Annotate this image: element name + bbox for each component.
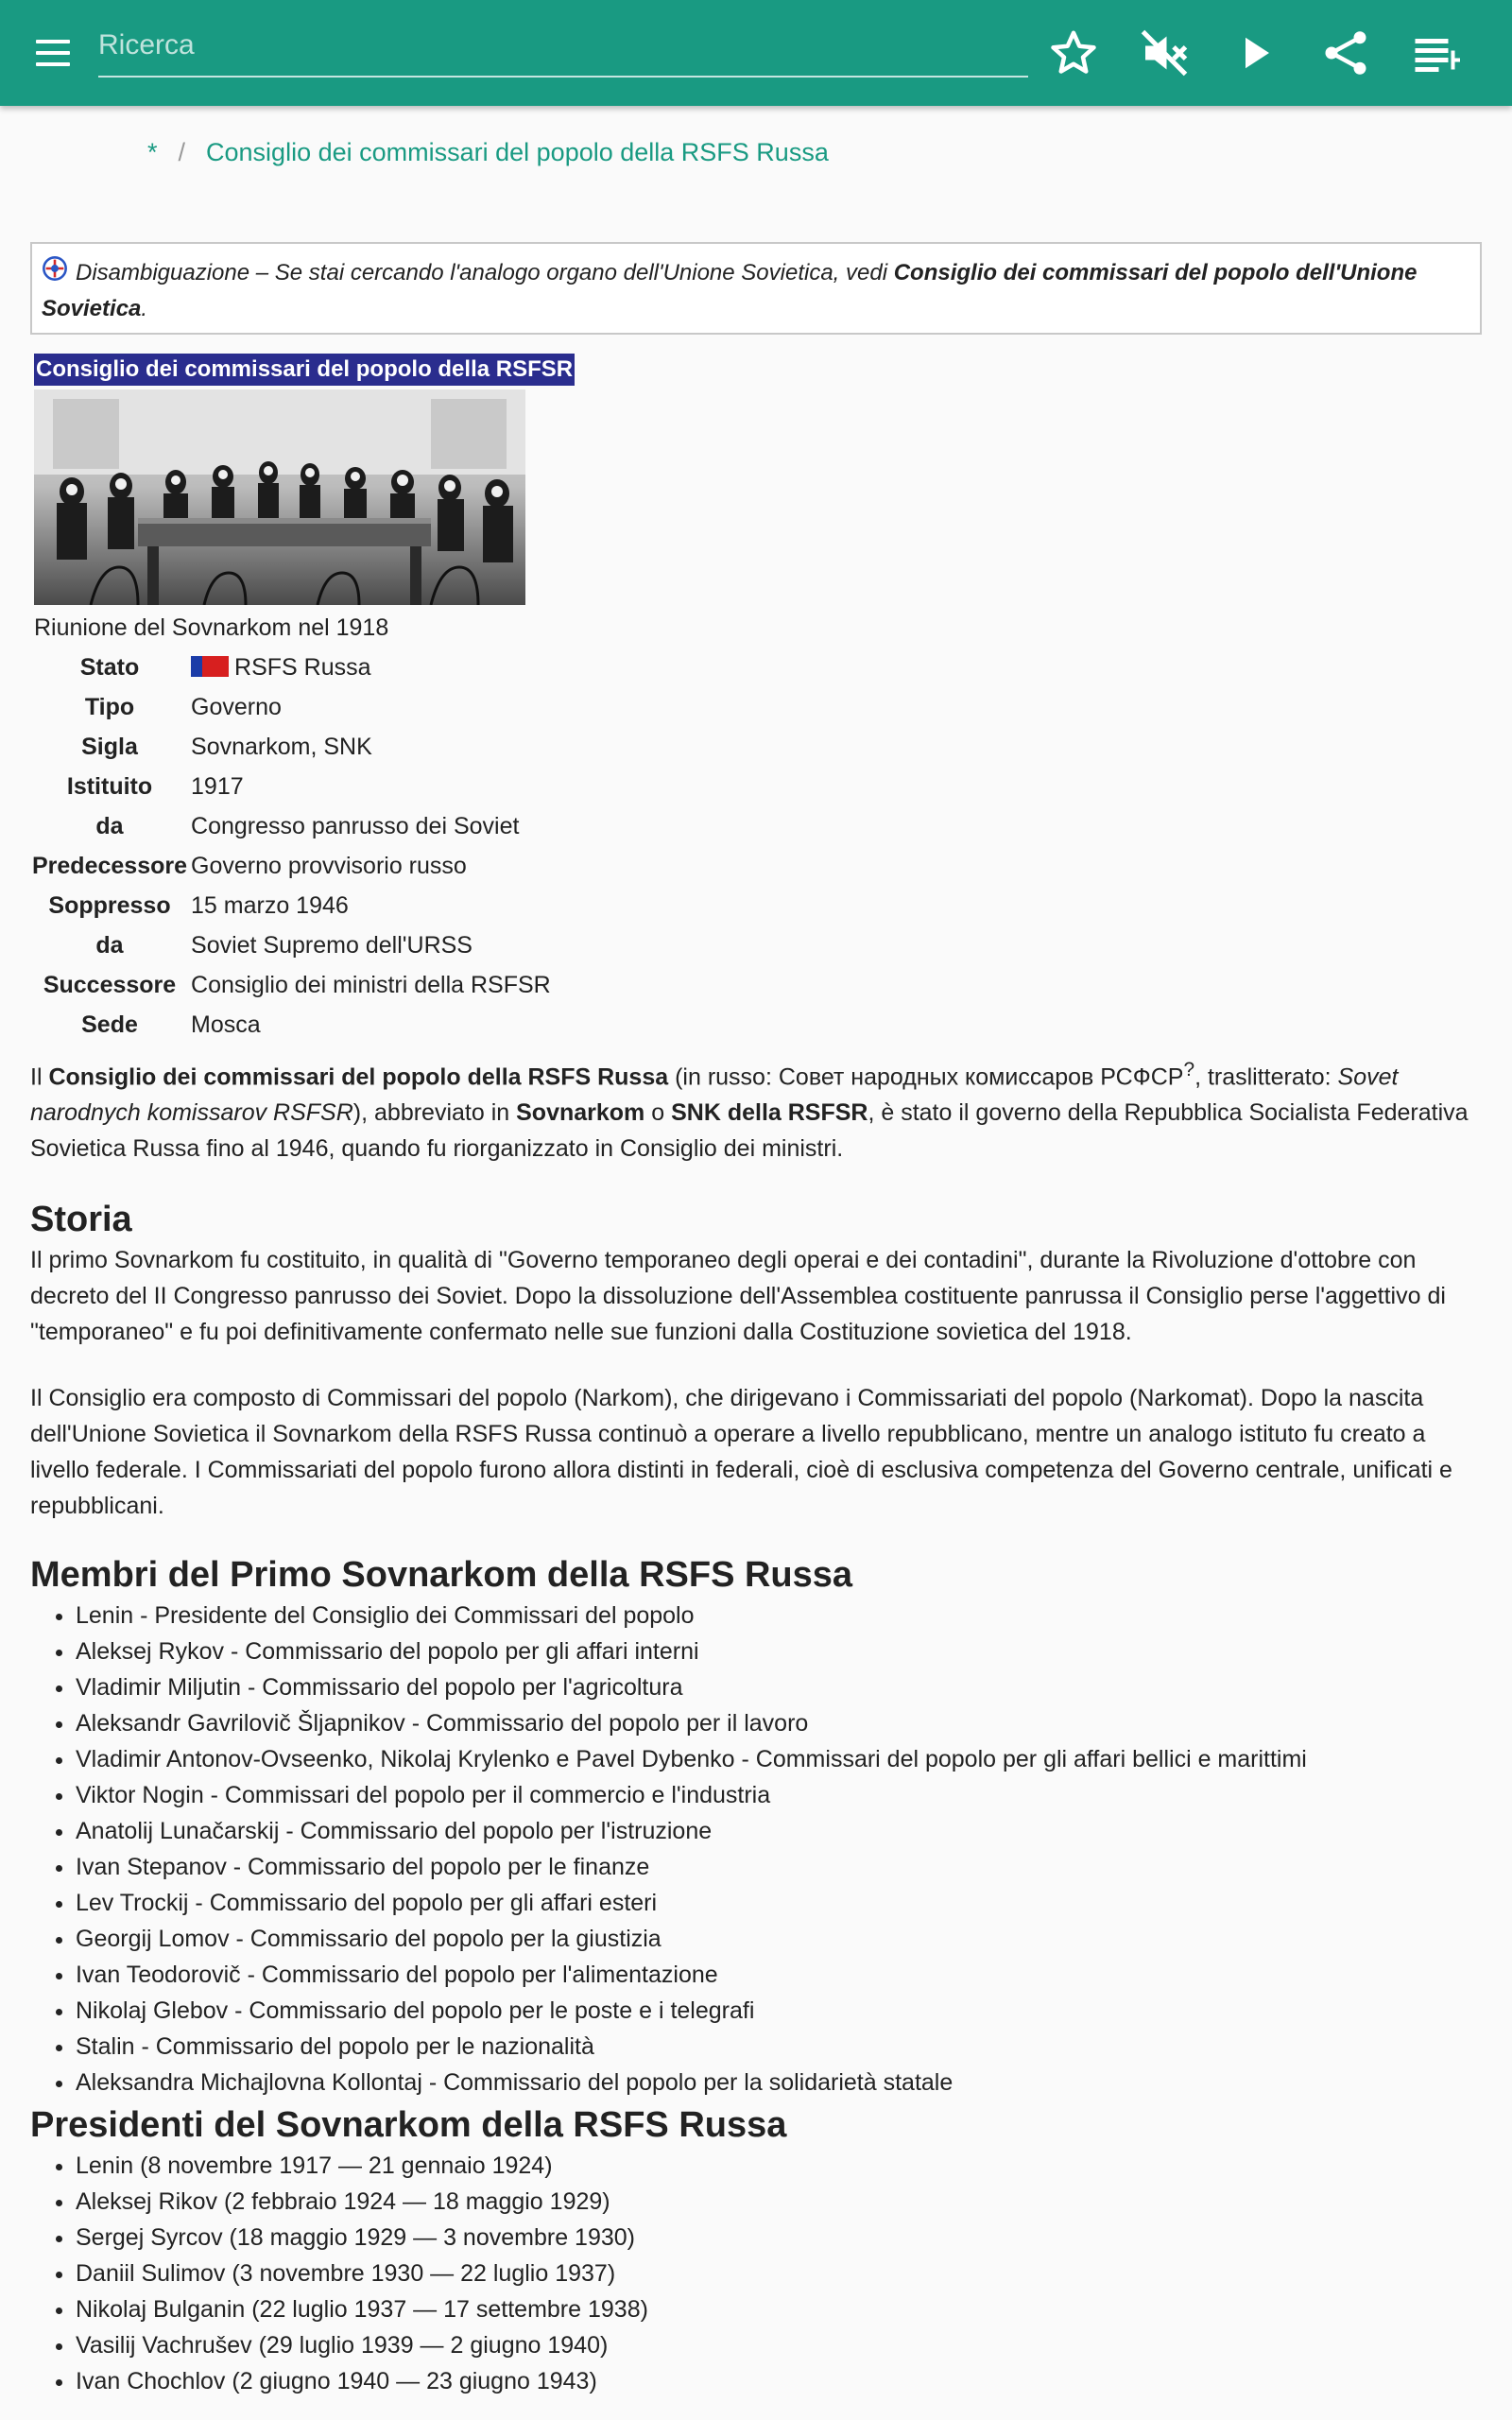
presidenti-list bbox=[30, 2148, 1482, 2399]
storia-paragraph: Il Consiglio era composto di Commissari del popolo (Narkom), che dirigevano i Commissariati del popolo (Narkomat). Dopo la nascita dell'Unione Sovietica il Sovnarkom della RSFS Russa continuò a operare a livello repubblicano, mentre un analogo istituto fu creato a livello federale. I Commissariati del popolo furono allora distinti in federali, cioè di esclusiva competenza del Governo centrale, unificati e repubblicani. bbox=[30, 1385, 1452, 1520]
list-item[interactable]: • Lenin (8 novembre 1917 — 21 gennaio 1924) bbox=[76, 2148, 1482, 2184]
breadcrumb-separator: / bbox=[178, 138, 186, 166]
breadcrumb bbox=[147, 138, 829, 167]
infobox-value[interactable]: Soviet Supremo dell'URSS bbox=[191, 931, 472, 959]
mute-icon[interactable] bbox=[1136, 25, 1193, 81]
disambiguation-icon bbox=[42, 255, 68, 282]
infobox-value[interactable] bbox=[191, 648, 555, 687]
list-item[interactable]: • Viktor Nogin - Commissari del popolo per il commercio e l'industria bbox=[76, 1777, 1482, 1813]
lead-abbrev-bold: SNK della RSFSR bbox=[671, 1099, 868, 1127]
lead-text: Il bbox=[30, 1063, 49, 1091]
infobox-row bbox=[32, 687, 555, 727]
list-item[interactable]: • Lev Trockij - Commissario del popolo per gli affari esteri bbox=[76, 1885, 1482, 1921]
lead-text: (in russo: Совет народных комиссаров РСФСР bbox=[668, 1063, 1184, 1091]
infobox-label: Successore bbox=[43, 971, 177, 998]
search-input[interactable] bbox=[98, 19, 1028, 72]
list-item[interactable]: • Stalin - Commissario del popolo per le nazionalità bbox=[76, 2029, 1482, 2065]
list-item[interactable]: • Lenin - Presidente del Consiglio dei Commissari del popolo bbox=[76, 1598, 1482, 1634]
list-item[interactable]: • Ivan Teodorovič - Commissario del popolo per l'alimentazione bbox=[76, 1957, 1482, 1993]
infobox-row bbox=[32, 648, 555, 687]
infobox-label: Istituito bbox=[66, 772, 153, 800]
list-item[interactable]: • Nikolaj Glebov - Commissario del popolo per le poste e i telegrafi bbox=[76, 1993, 1482, 2029]
list-item[interactable]: • Ivan Chochlov (2 giugno 1940 — 23 giugno 1943) bbox=[76, 2363, 1482, 2399]
infobox-label: Sede bbox=[81, 1011, 138, 1038]
infobox-value[interactable]: Governo bbox=[191, 693, 282, 720]
disambiguation-suffix: . bbox=[141, 296, 148, 321]
list-item[interactable]: • Aleksandr Gavrilovič Šljapnikov - Commissario del popolo per il lavoro bbox=[76, 1705, 1482, 1741]
infobox-photo[interactable] bbox=[34, 389, 525, 605]
infobox-label: Predecessore bbox=[32, 852, 188, 879]
list-item[interactable]: • Georgij Lomov - Commissario del popolo per la giustizia bbox=[76, 1921, 1482, 1957]
infobox-value[interactable]: Consiglio dei ministri della RSFSR bbox=[191, 971, 551, 998]
list-item[interactable]: • Anatolij Lunačarskij - Commissario del popolo per l'istruzione bbox=[76, 1813, 1482, 1849]
disambiguation-notice bbox=[30, 242, 1482, 335]
lead-abbrev-bold: Sovnarkom bbox=[516, 1099, 645, 1127]
list-item[interactable]: • Aleksej Rykov - Commissario del popolo per gli affari interni bbox=[76, 1634, 1482, 1669]
article bbox=[30, 242, 1482, 2399]
infobox-label: Sigla bbox=[81, 733, 138, 760]
lead-paragraph bbox=[30, 1052, 1482, 1167]
infobox-value: Sovnarkom, SNK bbox=[191, 733, 372, 760]
star-icon[interactable] bbox=[1045, 25, 1102, 81]
infobox-row bbox=[32, 886, 555, 925]
infobox-title: Consiglio dei commissari del popolo della RSFSR bbox=[34, 354, 575, 386]
infobox-table bbox=[32, 648, 555, 1045]
pronunciation-link[interactable]: ? bbox=[1183, 1059, 1195, 1080]
infobox bbox=[30, 354, 1482, 1045]
play-icon[interactable] bbox=[1227, 25, 1283, 81]
infobox-label: da bbox=[95, 931, 124, 959]
infobox-label: Soppresso bbox=[48, 891, 171, 919]
infobox-row bbox=[32, 965, 555, 1005]
infobox-row bbox=[32, 846, 555, 886]
list-item[interactable]: • Sergej Syrcov (18 maggio 1929 — 3 novembre 1930) bbox=[76, 2220, 1482, 2256]
infobox-row bbox=[32, 727, 555, 767]
infobox-row bbox=[32, 767, 555, 806]
section-heading-storia: Storia bbox=[30, 1200, 132, 1240]
infobox-label: Stato bbox=[79, 653, 140, 681]
infobox-row bbox=[32, 806, 555, 846]
infobox-value[interactable]: 1917 bbox=[191, 772, 244, 800]
app-bar bbox=[0, 0, 1512, 106]
list-item[interactable]: • Daniil Sulimov (3 novembre 1930 — 22 luglio 1937) bbox=[76, 2256, 1482, 2291]
section-heading-presidenti: Presidenti del Sovnarkom della RSFS Russa bbox=[30, 2105, 787, 2146]
infobox-row bbox=[32, 925, 555, 965]
infobox-caption: Riunione del Sovnarkom nel 1918 bbox=[34, 614, 389, 641]
list-item[interactable]: • Vasilij Vachrušev (29 luglio 1939 — 2 giugno 1940) bbox=[76, 2327, 1482, 2363]
search-field[interactable] bbox=[98, 19, 1028, 78]
list-item[interactable]: • Nikolaj Bulganin (22 luglio 1937 — 17 settembre 1938) bbox=[76, 2291, 1482, 2327]
disambiguation-text: Disambiguazione – Se stai cercando l'analogo organo dell'Unione Sovietica, vedi bbox=[76, 260, 894, 285]
disambiguation-link[interactable]: Consiglio dei commissari del popolo dell'Unione Sovietica bbox=[42, 260, 1418, 321]
list-item[interactable]: • Aleksej Rikov (2 febbraio 1924 — 18 maggio 1929) bbox=[76, 2184, 1482, 2220]
list-item[interactable]: • Vladimir Miljutin - Commissario del popolo per l'agricoltura bbox=[76, 1669, 1482, 1705]
section-heading-membri: Membri del Primo Sovnarkom della RSFS Russa bbox=[30, 1555, 853, 1596]
list-item[interactable]: • Aleksandra Michajlovna Kollontaj - Commissario del popolo per la solidarietà statale bbox=[76, 2065, 1482, 2100]
lead-text: , è stato il governo della Repubblica Socialista Federativa Sovietica Russa fino al 1946, quando fu riorganizzato in Consiglio dei ministri. bbox=[30, 1099, 1469, 1163]
lead-text: , traslitterato: bbox=[1194, 1063, 1338, 1091]
membri-list bbox=[30, 1598, 1482, 2100]
lead-title-bold: Consiglio dei commissari del popolo della RSFS Russa bbox=[48, 1063, 669, 1091]
list-icon[interactable] bbox=[1408, 25, 1465, 81]
lead-text: o bbox=[644, 1099, 672, 1127]
list-item[interactable]: • Vladimir Antonov-Ovseenko, Nikolaj Krylenko e Pavel Dybenko - Commissari del popolo per gli affari bellici e marittimi bbox=[76, 1741, 1482, 1777]
infobox-value[interactable]: 15 marzo 1946 bbox=[191, 891, 349, 919]
infobox-value[interactable]: Mosca bbox=[191, 1011, 261, 1038]
infobox-value-text[interactable]: RSFS Russa bbox=[234, 653, 371, 681]
list-item[interactable]: • Ivan Stepanov - Commissario del popolo per le finanze bbox=[76, 1849, 1482, 1885]
lead-text: ), abbreviato in bbox=[352, 1099, 517, 1127]
breadcrumb-root[interactable]: * bbox=[147, 138, 158, 166]
storia-paragraph: Il primo Sovnarkom fu costituito, in qualità di "Governo temporaneo degli operai e dei contadini", durante la Rivoluzione d'ottobre con decreto del II Congresso panrusso dei Soviet. Dopo la dissoluzione dell'Assemblea costituente panrussa il Consiglio perse l'aggettivo di "temporaneo" e fu poi definitivamente confermato nelle sue funzioni dalla Costituzione sovietica del 1918. bbox=[30, 1247, 1446, 1346]
share-icon[interactable] bbox=[1317, 25, 1374, 81]
infobox-value[interactable]: Congresso panrusso dei Soviet bbox=[191, 812, 520, 839]
menu-icon[interactable] bbox=[26, 28, 79, 78]
infobox-row bbox=[32, 1005, 555, 1045]
breadcrumb-current[interactable]: Consiglio dei commissari del popolo della RSFS Russa bbox=[206, 138, 829, 166]
infobox-value[interactable]: Governo provvisorio russo bbox=[191, 852, 467, 879]
infobox-label: da bbox=[95, 812, 124, 839]
lead-transliteration: Sovet narodnych komissarov RSFSR bbox=[30, 1063, 1399, 1127]
flag-icon bbox=[191, 656, 229, 677]
infobox-label: Tipo bbox=[84, 693, 135, 720]
